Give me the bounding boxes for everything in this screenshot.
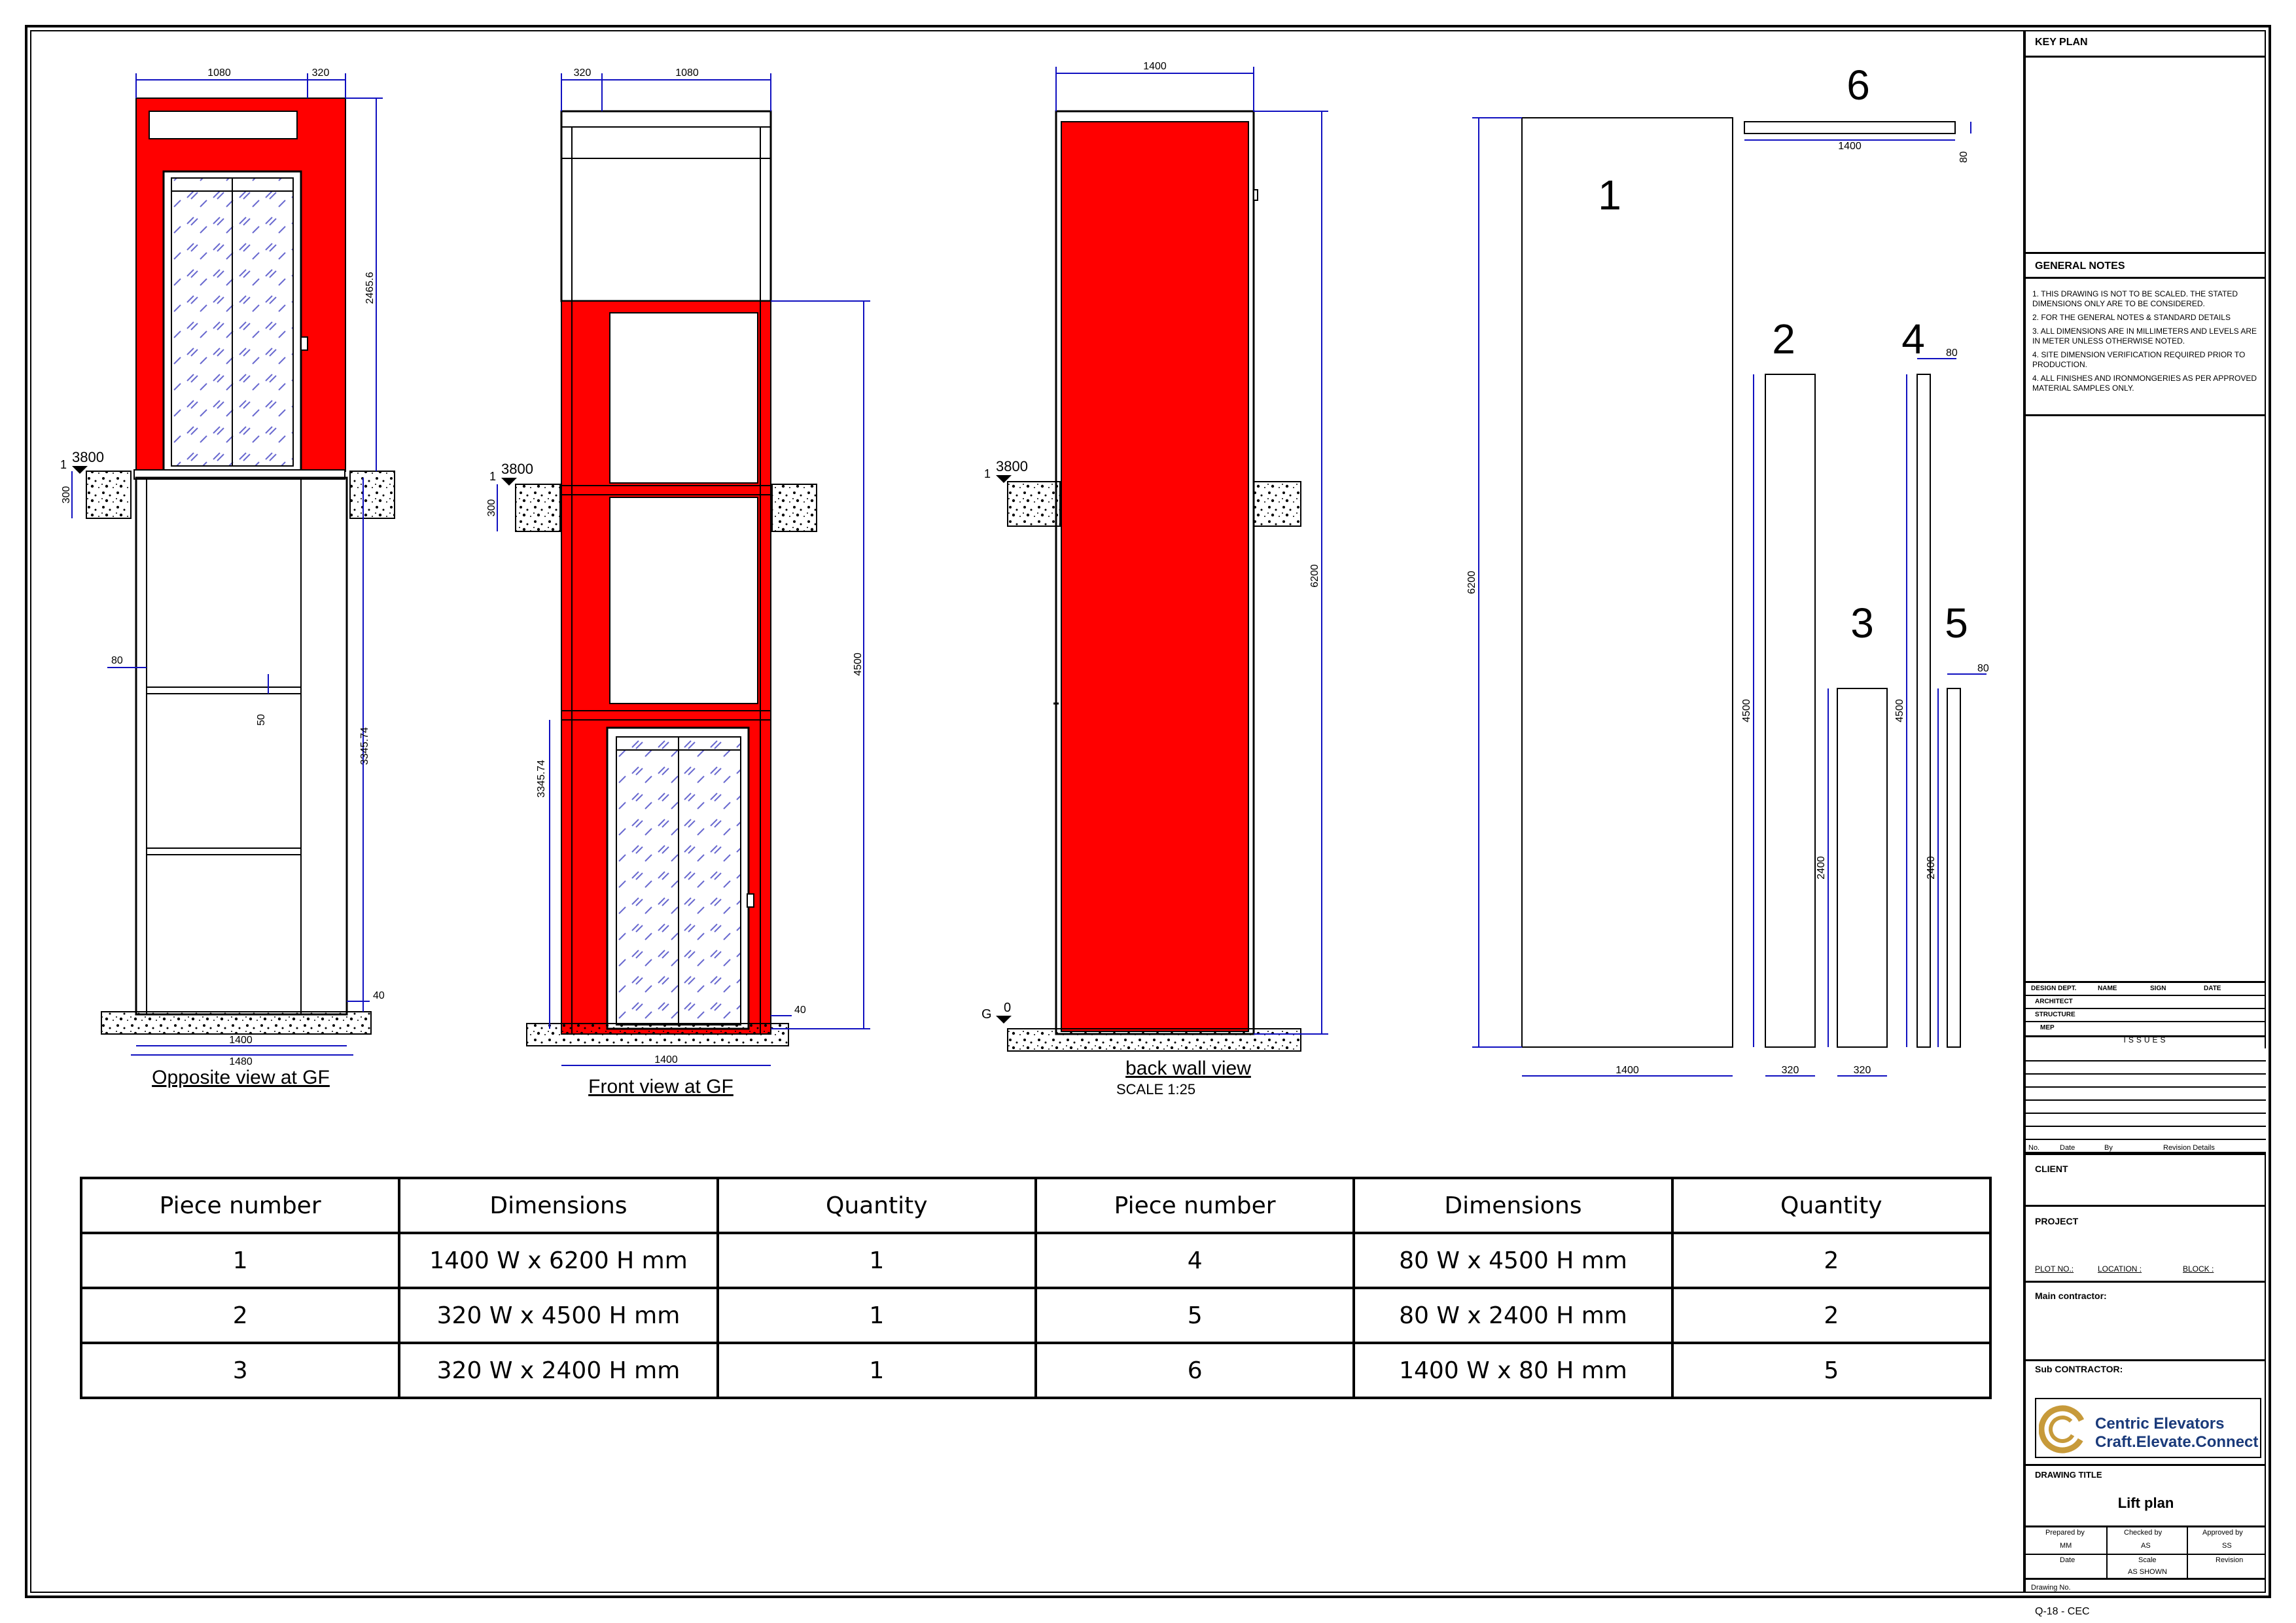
table-cell: 6 [1036, 1343, 1354, 1398]
piece-number-label: 6 [1846, 62, 1870, 109]
dim-label: 1080 [207, 67, 231, 79]
note-item: 1. THIS DRAWING IS NOT TO BE SCALED. THE STATED DIMENSIONS ONLY ARE TO BE CONSIDERED. [2032, 289, 2238, 308]
dim-label: 320 [1853, 1065, 1871, 1076]
table-cell: 1400 W x 80 H mm [1354, 1343, 1672, 1398]
project-section [2026, 1207, 2266, 1283]
dim-label: 4500 [1741, 699, 1752, 722]
dept-row [2026, 1009, 2266, 1022]
general-notes-header [2026, 254, 2266, 279]
dim-label: 40 [373, 990, 385, 1001]
level-text: 3800 [501, 461, 533, 477]
location-label: LOCATION : [2098, 1264, 2142, 1274]
dim-label: 320 [1781, 1065, 1799, 1076]
drawing-no: Q-18 - CEC [2035, 1606, 2090, 1617]
dim-label: 1480 [229, 1056, 253, 1067]
view-caption: back wall view [1125, 1058, 1251, 1079]
dim-label: 2400 [1926, 856, 1937, 880]
dept-label: MEP [2040, 1024, 2055, 1031]
date-label: Date [2060, 1556, 2075, 1564]
client-section [2026, 1157, 2266, 1207]
table-header-row [81, 1178, 1990, 1233]
dim-label: 80 [111, 655, 123, 666]
table-cell: 1 [718, 1288, 1036, 1343]
revision-header: Date [2060, 1144, 2075, 1152]
view-caption: Opposite view at GF [152, 1067, 330, 1088]
block-label: BLOCK : [2183, 1264, 2214, 1274]
drawing-no-label: Drawing No. [2031, 1584, 2071, 1592]
general-notes-label: GENERAL NOTES [2035, 260, 2125, 272]
company-tagline: Craft.Elevate.Connect [2095, 1433, 2259, 1451]
dim-label: 1400 [1616, 1065, 1639, 1076]
table-header: Quantity [1672, 1178, 1990, 1233]
table-cell: 80 W x 2400 H mm [1354, 1288, 1672, 1343]
drawing-title-label: DRAWING TITLE [2035, 1470, 2102, 1480]
level-marker: 1 [60, 458, 67, 471]
dept-row [2026, 1022, 2266, 1034]
table-row [81, 1288, 1990, 1343]
dim-label: 6200 [1466, 571, 1477, 594]
table-cell: 3 [81, 1343, 399, 1398]
sub-contractor-label: Sub CONTRACTOR: [2035, 1364, 2123, 1374]
table-cell: 5 [1672, 1343, 1990, 1398]
dim-label: 40 [794, 1005, 806, 1016]
dim-label: 300 [486, 499, 497, 517]
level-marker: 1 [489, 470, 497, 483]
company-name: Centric Elevators [2095, 1415, 2225, 1433]
revision-header-row [2026, 1143, 2266, 1156]
checked-by-label: Checked by [2124, 1529, 2163, 1537]
note-item: 4. SITE DIMENSION VERIFICATION REQUIRED PRIOR TO PRODUCTION. [2032, 350, 2246, 369]
table-cell: 320 W x 2400 H mm [399, 1343, 717, 1398]
logo-emblem-icon [2039, 1400, 2085, 1458]
note-item: 2. FOR THE GENERAL NOTES & STANDARD DETAILS [2032, 313, 2231, 322]
pieces-diagram [1466, 62, 1989, 1076]
prepared-by-value: MM [2060, 1542, 2072, 1550]
dim-label: 320 [573, 67, 592, 79]
dim-label: 2400 [1816, 856, 1827, 880]
table-cell: 1 [718, 1233, 1036, 1288]
checked-by-value: AS [2141, 1542, 2151, 1550]
level-marker: G [981, 1007, 992, 1022]
scale-label: Scale [2138, 1556, 2157, 1564]
dept-header: DATE [2204, 985, 2221, 992]
dept-header-row [2026, 983, 2266, 996]
table-cell: 1 [718, 1343, 1036, 1398]
dim-label: 80 [1946, 348, 1958, 359]
table-cell: 4 [1036, 1233, 1354, 1288]
table-cell: 5 [1036, 1288, 1354, 1343]
dim-label: 1400 [1143, 61, 1167, 72]
piece-number-label: 3 [1850, 599, 1874, 647]
drawing-title-section [2026, 1466, 2266, 1527]
dim-label: 80 [1977, 663, 1989, 674]
level-text: 0 [1004, 1001, 1012, 1015]
dept-table [2026, 983, 2266, 1037]
table-cell: 1400 W x 6200 H mm [399, 1233, 717, 1288]
project-label: PROJECT [2035, 1216, 2079, 1226]
table-header: Dimensions [399, 1178, 717, 1233]
key-plan-area [2026, 58, 2266, 254]
table-header: Dimensions [1354, 1178, 1672, 1233]
company-logo [2035, 1398, 2261, 1458]
view-caption: Front view at GF [588, 1076, 733, 1097]
piece-number-label: 5 [1945, 599, 1968, 647]
dim-label: 300 [61, 486, 72, 504]
dim-label: 6200 [1309, 564, 1320, 588]
dim-label: 1400 [654, 1054, 678, 1065]
table-header: Piece number [1036, 1178, 1354, 1233]
view-scale: SCALE 1:25 [1116, 1081, 1196, 1097]
issues-grid [2026, 1048, 2266, 1155]
piece-number-label: 1 [1598, 171, 1621, 219]
revision-label: Revision [2216, 1556, 2244, 1564]
opposite-view [60, 67, 395, 1088]
drawing-title: Lift plan [2117, 1495, 2174, 1511]
table-header: Piece number [81, 1178, 399, 1233]
issues-header: ISSUES [2026, 1035, 2266, 1050]
dim-label: 3345.74 [536, 760, 547, 798]
dim-label: 1080 [675, 67, 699, 79]
table-row [81, 1233, 1990, 1288]
table-cell: 2 [1672, 1288, 1990, 1343]
level-text: 3800 [996, 458, 1028, 474]
revision-header: By [2104, 1144, 2113, 1152]
table-cell: 80 W x 4500 H mm [1354, 1233, 1672, 1288]
dim-label: 1400 [229, 1035, 253, 1046]
piece-number-label: 4 [1901, 315, 1925, 363]
table-cell: 2 [1672, 1233, 1990, 1288]
dept-label: ARCHITECT [2035, 998, 2073, 1005]
dept-label: STRUCTURE [2035, 1011, 2075, 1018]
table-header: Quantity [718, 1178, 1036, 1233]
key-plan-header [2026, 30, 2266, 58]
front-view [486, 67, 870, 1097]
drawing-no-section [2026, 1580, 2266, 1619]
dept-header: NAME [2098, 985, 2117, 992]
main-contractor-label: Main contractor: [2035, 1291, 2107, 1301]
approved-by-label: Approved by [2202, 1529, 2243, 1537]
approval-section [2026, 1527, 2266, 1580]
scale-value: AS SHOWN [2128, 1568, 2167, 1576]
dim-label: 4500 [853, 652, 864, 676]
blank-area [2026, 416, 2266, 983]
level-marker: 1 [984, 467, 991, 480]
client-label: CLIENT [2035, 1164, 2068, 1174]
plot-no-label: PLOT NO.: [2035, 1264, 2074, 1274]
level-text: 3800 [72, 449, 104, 465]
dept-header: SIGN [2150, 985, 2166, 992]
piece-table [80, 1177, 1992, 1399]
table-cell: 1 [81, 1233, 399, 1288]
dim-label: 80 [1958, 151, 1969, 163]
revision-header: Revision Details [2163, 1144, 2215, 1152]
approved-by-value: SS [2222, 1542, 2232, 1550]
dept-row [2026, 996, 2266, 1009]
key-plan-label: KEY PLAN [2035, 37, 2088, 48]
back-wall-view [981, 61, 1328, 1097]
piece-number-label: 2 [1772, 315, 1795, 363]
dim-label: 50 [256, 714, 267, 726]
table-row [81, 1343, 1990, 1398]
dept-header: DESIGN DEPT. [2031, 985, 2077, 992]
dim-label: 320 [311, 67, 330, 79]
main-contractor-section [2026, 1283, 2266, 1361]
note-item: 4. ALL FINISHES AND IRONMONGERIES AS PER APPROVED MATERIAL SAMPLES ONLY. [2032, 374, 2257, 393]
table-cell: 320 W x 4500 H mm [399, 1288, 717, 1343]
note-item: 3. ALL DIMENSIONS ARE IN MILLIMETERS AND LEVELS ARE IN METER UNLESS OTHERWISE NOTED. [2032, 327, 2257, 346]
general-notes [2026, 279, 2266, 416]
dim-label: 1400 [1838, 141, 1862, 152]
table-cell: 2 [81, 1288, 399, 1343]
dim-label: 4500 [1894, 699, 1905, 722]
dim-label: 3345.74 [359, 727, 370, 765]
revision-header: No. [2028, 1144, 2040, 1152]
title-block [2023, 30, 2266, 1617]
prepared-by-label: Prepared by [2045, 1529, 2085, 1537]
dim-label: 2465.6 [364, 272, 376, 304]
